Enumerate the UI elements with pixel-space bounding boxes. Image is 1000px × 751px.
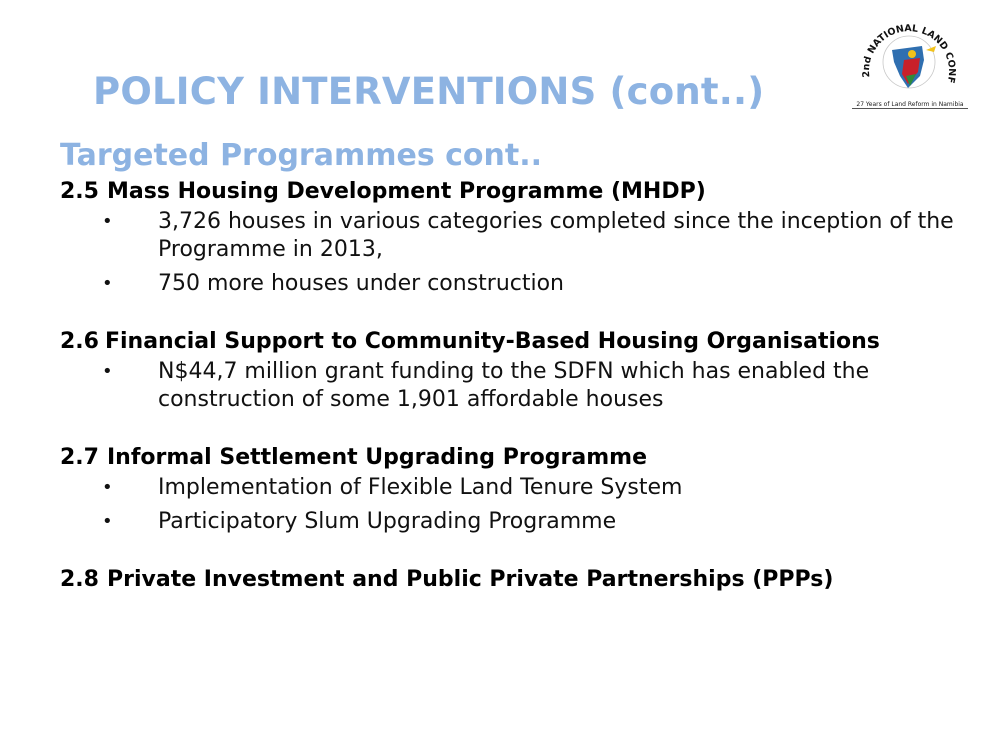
- section-2-8: [60, 566, 960, 594]
- bullet-text: 3,726 houses in various categories completed since the inception of the Programme in 2013,: [158, 209, 954, 262]
- bullet-icon: •: [102, 511, 113, 532]
- slide-title: POLICY INTERVENTIONS (cont..): [93, 70, 765, 113]
- section-title: Private Investment and Public Private Partnerships (PPPs): [107, 567, 834, 592]
- slide-content: [60, 178, 960, 624]
- bullet-list: [60, 358, 960, 414]
- section-2-7: [60, 444, 960, 536]
- section-heading: [60, 178, 960, 206]
- section-title: Mass Housing Development Programme (MHDP): [107, 179, 706, 204]
- section-title: Informal Settlement Upgrading Programme: [107, 445, 648, 470]
- logo-ring-text: 2nd NATIONAL LAND CONF: [860, 23, 958, 85]
- bullet-text: Implementation of Flexible Land Tenure System: [158, 475, 683, 500]
- section-2-5: [60, 178, 960, 298]
- conference-logo: [848, 10, 970, 112]
- list-item: [60, 270, 960, 298]
- section-title: Financial Support to Community-Based Housing Organisations: [104, 329, 880, 354]
- bullet-icon: •: [102, 273, 113, 294]
- section-heading: [60, 444, 960, 472]
- section-heading: [60, 328, 960, 356]
- section-number: 2.8: [60, 567, 99, 592]
- logo-tagline: 27 Years of Land Reform in Namibia: [852, 101, 968, 109]
- section-number: 2.6: [60, 329, 99, 354]
- section-heading: [60, 566, 960, 594]
- bullet-icon: •: [102, 477, 113, 498]
- bullet-list: [60, 208, 960, 298]
- bullet-text: Participatory Slum Upgrading Programme: [158, 509, 617, 534]
- bullet-text: N$44,7 million grant funding to the SDFN which has enabled the construction of some 1,901 affordable houses: [158, 359, 870, 412]
- list-item: [60, 358, 960, 414]
- list-item: [60, 208, 960, 264]
- list-item: [60, 474, 960, 502]
- section-number: 2.7: [60, 445, 99, 470]
- list-item: [60, 508, 960, 536]
- section-2-6: [60, 328, 960, 414]
- bullet-text: 750 more houses under construction: [158, 271, 565, 296]
- bullet-icon: •: [102, 211, 113, 232]
- bullet-icon: •: [102, 361, 113, 382]
- section-number: 2.5: [60, 179, 99, 204]
- bullet-list: [60, 474, 960, 536]
- slide-subtitle: Targeted Programmes cont..: [60, 138, 543, 173]
